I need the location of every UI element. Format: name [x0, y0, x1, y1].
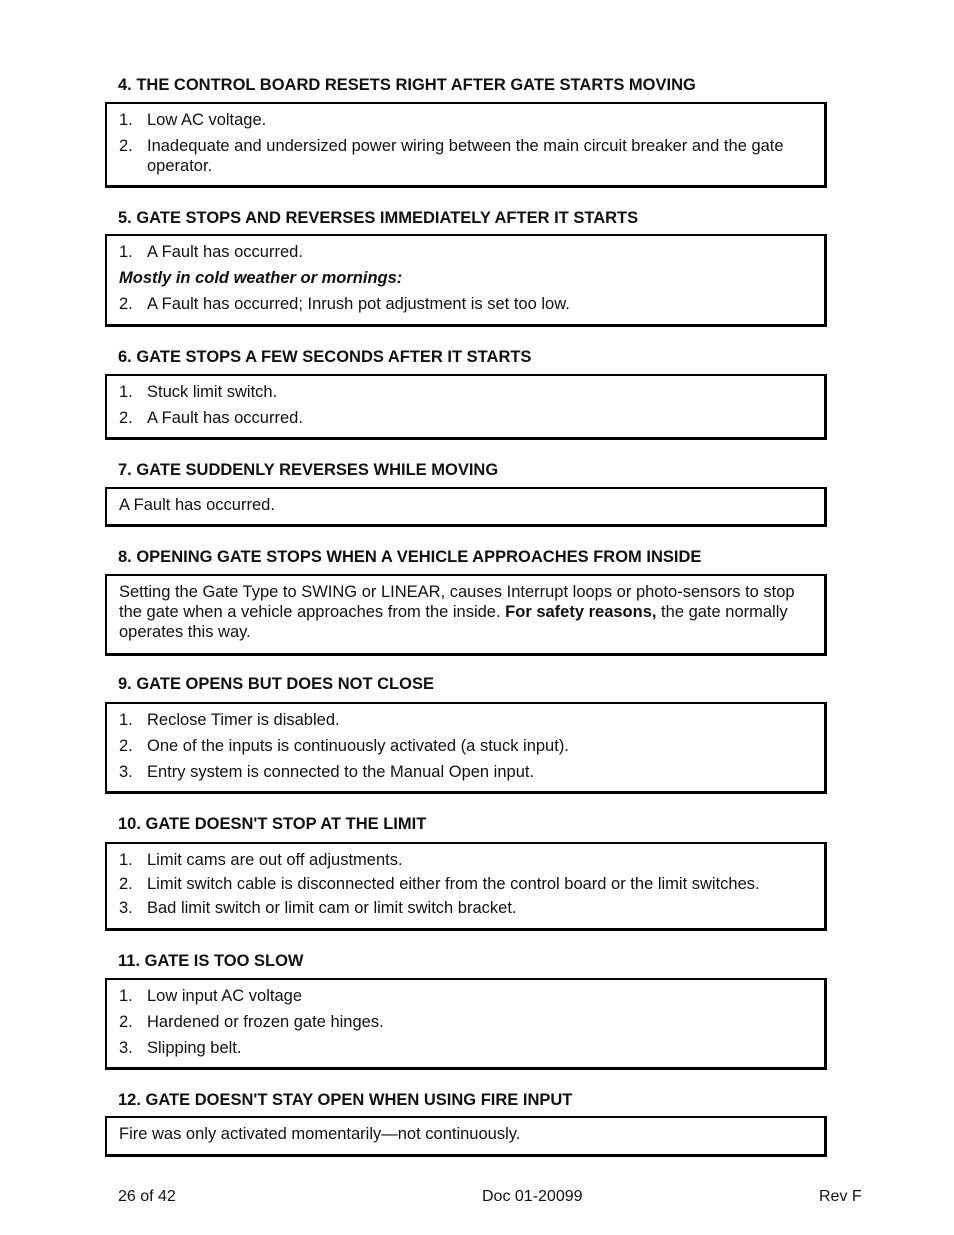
- section-heading: 4. THE CONTROL BOARD RESETS RIGHT AFTER GATE STARTS MOVING: [118, 76, 696, 94]
- list-item: 2. A Fault has occurred; Inrush pot adjustment is set too low.: [119, 295, 570, 313]
- list-item: 1. Low input AC voltage: [119, 987, 303, 1005]
- section-heading: 9. GATE OPENS BUT DOES NOT CLOSE: [118, 675, 434, 693]
- section-heading: 6. GATE STOPS A FEW SECONDS AFTER IT STARTS: [118, 348, 532, 366]
- section-box: [105, 102, 827, 188]
- list-item: 2. Hardened or frozen gate hinges.: [119, 1013, 384, 1031]
- revision: Rev F: [819, 1188, 862, 1205]
- list-item: 1. Low AC voltage.: [119, 111, 267, 129]
- list-item: 1. Stuck limit switch.: [119, 383, 278, 401]
- note-text: Mostly in cold weather or mornings:: [119, 269, 403, 287]
- section-box: [105, 574, 827, 656]
- section-heading: 11. GATE IS TOO SLOW: [118, 952, 304, 970]
- list-item: 2. One of the inputs is continuously activated (a stuck input).: [119, 737, 569, 755]
- list-item: 1. Limit cams are out off adjustments.: [119, 851, 403, 869]
- section-heading: 5. GATE STOPS AND REVERSES IMMEDIATELY AFTER IT STARTS: [118, 209, 639, 227]
- list-item: 3. Entry system is connected to the Manual Open input.: [119, 763, 535, 781]
- list-item: 2. A Fault has occurred.: [119, 409, 303, 427]
- doc-number: Doc 01-20099: [482, 1188, 583, 1205]
- section-box: [105, 1116, 827, 1157]
- section-box: [105, 487, 827, 527]
- section-text: Setting the Gate Type to SWING or LINEAR, causes Interrupt loops or photo-sensors to stop the gate when a vehicle approaches from the inside. For safety reasons, the gate normally operates this way.: [119, 583, 795, 641]
- section-heading: 10. GATE DOESN'T STOP AT THE LIMIT: [118, 815, 427, 833]
- list-item: 3. Slipping belt.: [119, 1039, 242, 1057]
- section-text: Fire was only activated momentarily—not continuously.: [119, 1125, 521, 1143]
- section-text: A Fault has occurred.: [119, 496, 275, 514]
- section-heading: 12. GATE DOESN'T STAY OPEN WHEN USING FIRE INPUT: [118, 1091, 573, 1109]
- section-box: [105, 374, 827, 440]
- section-box: [105, 702, 827, 794]
- section-box: [105, 842, 827, 931]
- section-box: [105, 978, 827, 1070]
- section-box: [105, 234, 827, 327]
- list-item: 2. Inadequate and undersized power wiring between the main circuit breaker and the gate operator.: [119, 137, 784, 175]
- list-item: 1. Reclose Timer is disabled.: [119, 711, 340, 729]
- list-item: 3. Bad limit switch or limit cam or limit switch bracket.: [119, 899, 517, 917]
- page-number: 26 of 42: [118, 1188, 176, 1205]
- list-item: 1. A Fault has occurred.: [119, 243, 303, 261]
- list-item: 2. Limit switch cable is disconnected either from the control board or the limit switches.: [119, 875, 760, 893]
- section-heading: 8. OPENING GATE STOPS WHEN A VEHICLE APPROACHES FROM INSIDE: [118, 548, 702, 566]
- section-heading: 7. GATE SUDDENLY REVERSES WHILE MOVING: [118, 461, 499, 479]
